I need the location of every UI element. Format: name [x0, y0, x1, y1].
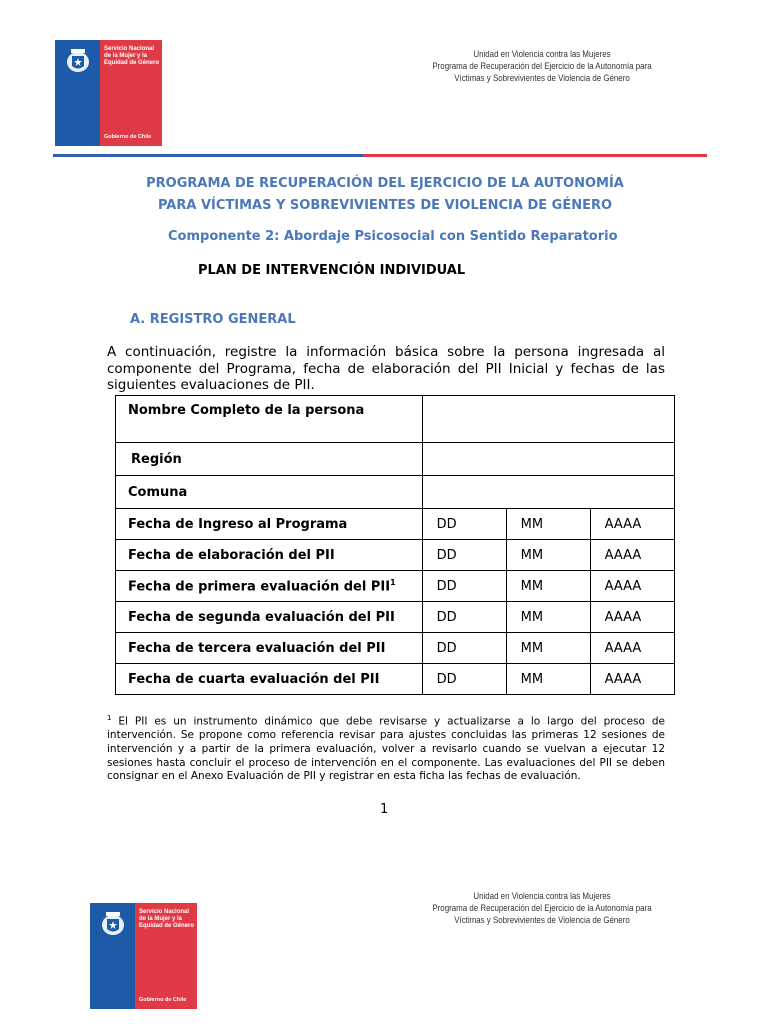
header-line-2: Programa de Recuperación del Ejercicio de la Autonomía para: [432, 903, 652, 913]
logo-government: Gobierno de Chile: [104, 134, 152, 140]
section-intro: A continuación, registre la información básica sobre la persona ingresada al componente del Programa, fecha de elaboración del PII Inicial y fechas de las siguientes evaluaciones de PII.: [107, 344, 665, 393]
header-rule: [53, 154, 707, 157]
table-row: [116, 571, 675, 602]
year-field[interactable]: AAAA: [590, 633, 674, 664]
month-field[interactable]: MM: [506, 509, 590, 540]
footnote-marker: 1: [107, 714, 112, 722]
logo-red-band: [135, 903, 197, 1009]
year-field[interactable]: AAAA: [590, 540, 674, 571]
year-field[interactable]: AAAA: [590, 509, 674, 540]
field-nombre[interactable]: [422, 396, 674, 443]
title-line-1: PROGRAMA DE RECUPERACIÓN DEL EJERCICIO DE LA AUTONOMÍA: [146, 176, 624, 191]
sernameg-logo: [55, 40, 162, 146]
month-field[interactable]: MM: [506, 571, 590, 602]
label-nombre: Nombre Completo de la persona: [116, 396, 423, 443]
footnote-text: El PII es un instrumento dinámico que debe revisarse y actualizarse a lo largo del proceso de intervención. Se propone como referencia revisar para ajustes concluidas las primeras 12 sesiones de intervención y a partir de la primera evaluación, volver a revisarlo cuando se vuelvan a ejecutar 12 sesiones hasta concluir el proceso de intervención en el componente. Las evaluaciones del PII se deben consignar en el Anexo Evaluación de PII y registrar en esta ficha las fechas de evaluación.: [107, 715, 665, 783]
label-tercera: Fecha de tercera evaluación del PII: [116, 633, 423, 664]
sernameg-logo-footer: [90, 903, 197, 1009]
document-header: [392, 48, 692, 84]
logo-service-name: Servicio Nacional de la Mujer y la Equidad de Género: [139, 909, 195, 929]
day-field[interactable]: DD: [422, 571, 506, 602]
month-field[interactable]: MM: [506, 633, 590, 664]
day-field[interactable]: DD: [422, 633, 506, 664]
logo-service-name: Servicio Nacional de la Mujer y la Equidad de Género: [104, 46, 160, 66]
footnote-ref: 1: [390, 577, 396, 587]
program-title: [80, 173, 690, 217]
label-comuna: Comuna: [116, 476, 423, 509]
table-row: [116, 443, 675, 476]
year-field[interactable]: AAAA: [590, 602, 674, 633]
day-field[interactable]: DD: [422, 602, 506, 633]
logo-blue-band: [55, 40, 100, 146]
month-field[interactable]: MM: [506, 602, 590, 633]
title-line-2: PARA VÍCTIMAS Y SOBREVIVIENTES DE VIOLENCIA DE GÉNERO: [157, 198, 613, 213]
logo-government: Gobierno de Chile: [139, 997, 187, 1003]
chile-coat-of-arms-icon: [94, 909, 132, 939]
day-field[interactable]: DD: [422, 509, 506, 540]
field-region[interactable]: [422, 443, 674, 476]
day-field[interactable]: DD: [422, 540, 506, 571]
logo-blue-band: [90, 903, 135, 1009]
label-primera-text: Fecha de primera evaluación del PII: [128, 579, 391, 595]
table-row: [116, 602, 675, 633]
month-field[interactable]: MM: [506, 664, 590, 695]
component-subtitle: Componente 2: Abordaje Psicosocial con Sentido Reparatorio: [168, 229, 618, 244]
table-row: [116, 476, 675, 509]
table-row: [116, 633, 675, 664]
table-row: [116, 396, 675, 443]
label-primera: [116, 571, 423, 602]
plan-title: PLAN DE INTERVENCIÓN INDIVIDUAL: [198, 263, 466, 278]
header-line-3: Víctimas y Sobrevivientes de Violencia de Género: [454, 915, 630, 925]
document-header-next-page: [392, 890, 692, 926]
table-row: [116, 509, 675, 540]
label-elaboracion: Fecha de elaboración del PII: [116, 540, 423, 571]
label-cuarta: Fecha de cuarta evaluación del PII: [116, 664, 423, 695]
header-line-2: Programa de Recuperación del Ejercicio de la Autonomía para: [432, 61, 652, 71]
year-field[interactable]: AAAA: [590, 664, 674, 695]
field-comuna[interactable]: [422, 476, 674, 509]
day-field[interactable]: DD: [422, 664, 506, 695]
footnote: [107, 712, 665, 784]
label-region: Región: [116, 443, 423, 476]
header-line-1: Unidad en Violencia contra las Mujeres: [473, 891, 611, 901]
registro-table: [115, 395, 675, 695]
year-field[interactable]: AAAA: [590, 571, 674, 602]
section-heading: A. REGISTRO GENERAL: [130, 312, 296, 327]
table-row: [116, 540, 675, 571]
header-line-1: Unidad en Violencia contra las Mujeres: [473, 49, 611, 59]
header-line-3: Víctimas y Sobrevivientes de Violencia de Género: [454, 73, 630, 83]
table-row: [116, 664, 675, 695]
label-segunda: Fecha de segunda evaluación del PII: [116, 602, 423, 633]
label-ingreso: Fecha de Ingreso al Programa: [116, 509, 423, 540]
chile-coat-of-arms-icon: [59, 46, 97, 76]
month-field[interactable]: MM: [506, 540, 590, 571]
logo-red-band: [100, 40, 162, 146]
page-number: 1: [380, 802, 389, 817]
